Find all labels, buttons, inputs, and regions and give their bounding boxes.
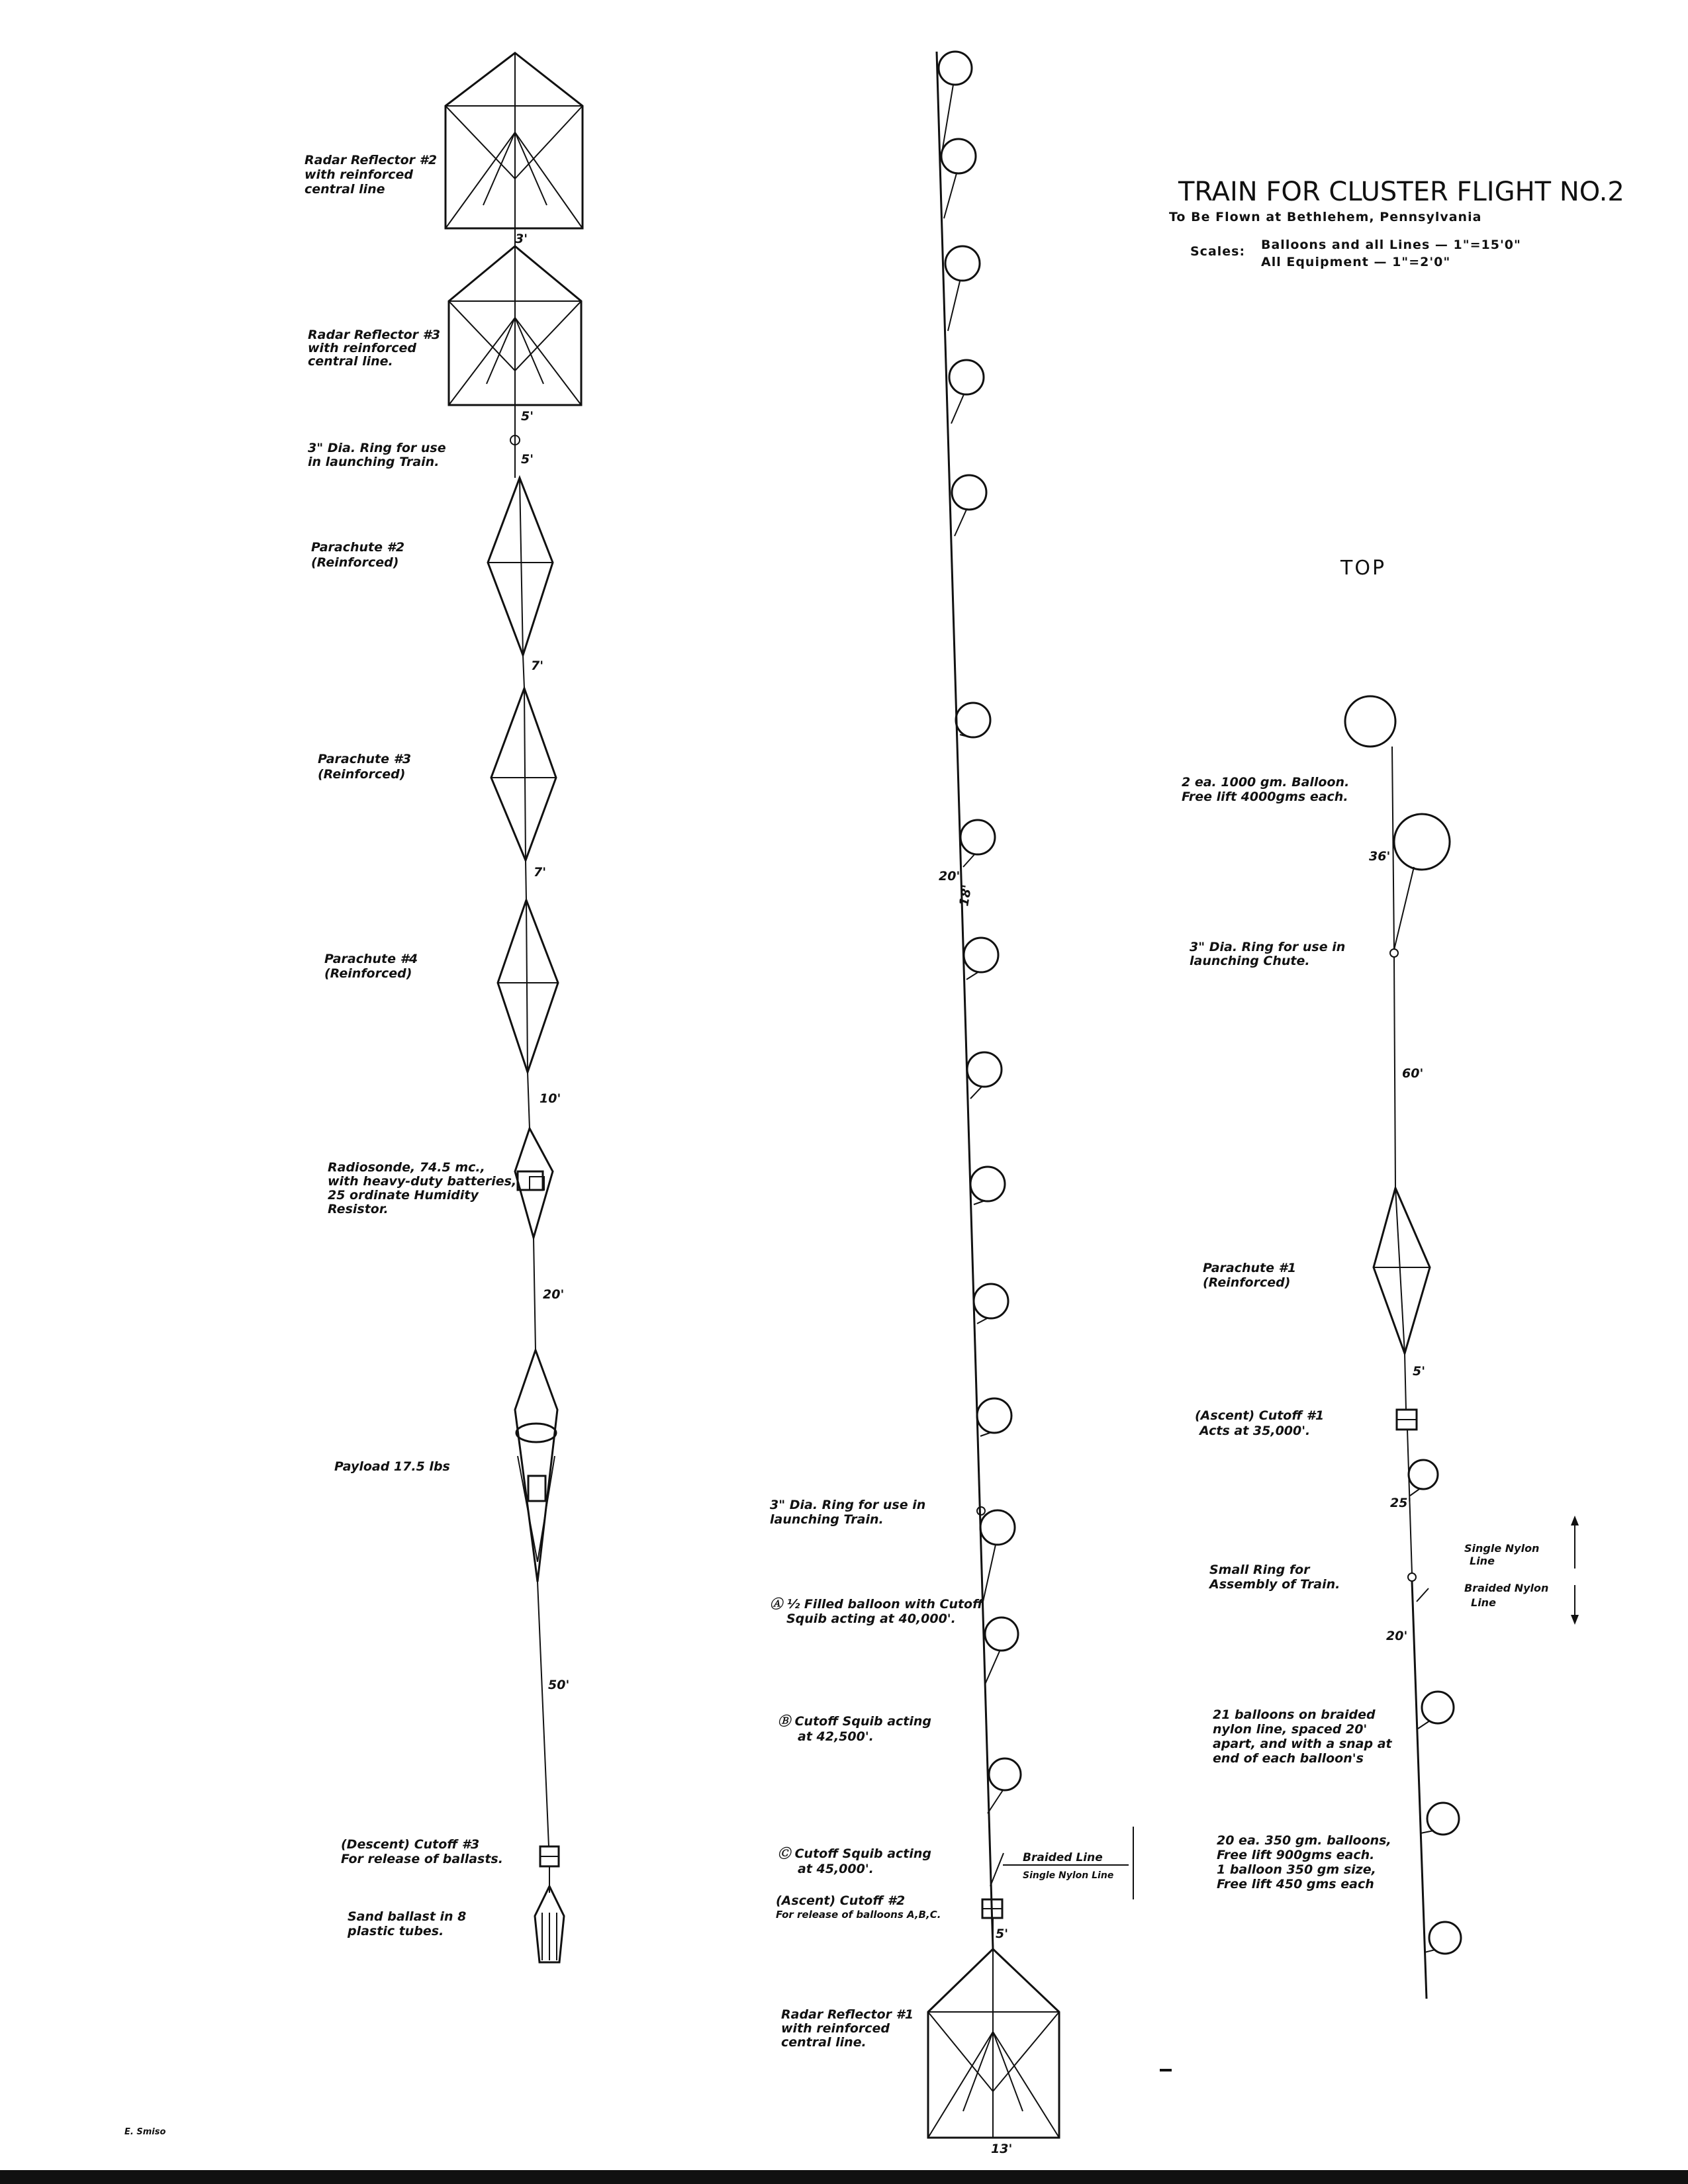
- label-braided-nylon-l2: Line: [1471, 1596, 1496, 1609]
- label-single-nylon-right-l2: Line: [1470, 1555, 1495, 1567]
- right-train: [1182, 696, 1579, 1999]
- label-radar-2-l1: Radar Reflector #2: [305, 153, 438, 167]
- parachute-4: [498, 900, 558, 1072]
- label-ballast-l1: Sand ballast in 8: [348, 1909, 467, 1924]
- dim-5ft-right: 5': [1413, 1364, 1426, 1379]
- label-radar-3-l1: Radar Reflector #3: [308, 328, 441, 342]
- scale-equipment: All Equipment — 1"=2'0": [1261, 255, 1451, 269]
- right-labels: [1182, 775, 1548, 1891]
- balloon: [949, 360, 984, 394]
- label-radiosonde-l2: with heavy-duty batteries,: [328, 1174, 517, 1189]
- radiosonde: [515, 1128, 553, 1238]
- label-parachute-1-l2: (Reinforced): [1203, 1275, 1291, 1290]
- label-radar-3-l2: with reinforced: [308, 341, 417, 355]
- balloon-350g: [1409, 1460, 1438, 1489]
- scale-balloons: Balloons and all Lines — 1"=15'0": [1261, 238, 1521, 252]
- balloon-1000g-b: [1394, 814, 1450, 870]
- label-descent-cutoff-l1: (Descent) Cutoff #3: [341, 1837, 480, 1852]
- draftsman-signature: E. Smiso: [124, 2127, 166, 2137]
- dim-20ft-right: 20': [1386, 1629, 1408, 1643]
- radar-reflector-1: [928, 1949, 1059, 2138]
- label-parachute-2-l2: (Reinforced): [311, 555, 399, 570]
- dim-18ft: 18': [957, 884, 975, 907]
- label-parachute-4-l1: Parachute #4: [324, 952, 418, 966]
- label-ascent-cutoff-2-l2: For release of balloons A,B,C.: [776, 1909, 941, 1921]
- balloon-1000g-a: [1345, 696, 1395, 747]
- balloon-350g: [1427, 1803, 1459, 1835]
- radar-reflector-2: [445, 53, 583, 228]
- label-balloons-20-l1: 20 ea. 350 gm. balloons,: [1217, 1833, 1391, 1848]
- label-balloons-21-l1: 21 balloons on braided: [1213, 1707, 1376, 1722]
- balloon: [956, 703, 990, 737]
- left-labels: [305, 153, 516, 1938]
- payload: [515, 1350, 557, 1582]
- label-payload: Payload 17.5 lbs: [334, 1459, 450, 1474]
- left-train: [305, 53, 583, 1962]
- label-single-nylon-right-l1: Single Nylon: [1464, 1542, 1540, 1555]
- label-note-a-l1: Ⓐ ½ Filled balloon with Cutoff: [770, 1597, 983, 1612]
- parachute-1: [1374, 1188, 1430, 1353]
- label-note-a-l2: Squib acting at 40,000'.: [786, 1612, 956, 1626]
- label-balloon-1000-l2: Free lift 4000gms each.: [1182, 790, 1348, 804]
- label-ascent-cutoff-2-l1: (Ascent) Cutoff #2: [776, 1893, 906, 1908]
- dim-5ft-a: 5': [521, 409, 534, 424]
- dim-5ft-b: 5': [521, 452, 534, 467]
- label-balloons-20-l4: Free lift 450 gms each: [1217, 1877, 1374, 1891]
- dim-10ft: 10': [539, 1091, 561, 1106]
- balloon: [967, 1052, 1002, 1087]
- dim-50ft: 50': [548, 1678, 570, 1692]
- balloon-a: [985, 1617, 1018, 1651]
- balloon: [980, 1510, 1015, 1545]
- scales-label: Scales:: [1190, 244, 1246, 259]
- balloon-b: [989, 1758, 1021, 1790]
- parachute-3: [491, 688, 556, 860]
- label-ring-l1: 3" Dia. Ring for use: [308, 441, 446, 455]
- label-parachute-3-l2: (Reinforced): [318, 767, 406, 782]
- balloon: [941, 139, 976, 173]
- ascent-cutoff-1: [1397, 1410, 1417, 1430]
- label-radiosonde-l3: 25 ordinate Humidity: [328, 1188, 479, 1203]
- label-mid-ring-l2: launching Train.: [770, 1512, 884, 1527]
- balloon-350g: [1429, 1922, 1461, 1954]
- label-radar-1-l2: with reinforced: [781, 2021, 890, 2036]
- middle-labels: [770, 1498, 984, 2050]
- label-ballast-l2: plastic tubes.: [348, 1924, 444, 1938]
- diagram-subtitle: To Be Flown at Bethlehem, Pennsylvania: [1169, 210, 1482, 224]
- label-single-nylon: Single Nylon Line: [1023, 1870, 1114, 1881]
- label-braided-line: Braided Line: [1023, 1851, 1103, 1864]
- label-ascent-cutoff-1-l2: Acts at 35,000'.: [1199, 1424, 1311, 1438]
- label-balloons-21-l4: end of each balloon's: [1213, 1751, 1364, 1766]
- label-radar-2-l3: central line: [305, 182, 385, 197]
- label-ring-l2: in launching Train.: [308, 455, 440, 469]
- dim-7ft-b: 7': [534, 865, 547, 880]
- sand-ballast: [535, 1866, 564, 1962]
- balloon: [961, 820, 995, 854]
- label-mid-ring-l1: 3" Dia. Ring for use in: [770, 1498, 926, 1512]
- title-block: [1169, 177, 1624, 269]
- label-ascent-cutoff-1-l1: (Ascent) Cutoff #1: [1195, 1408, 1325, 1423]
- balloon-350g: [1422, 1692, 1454, 1723]
- label-descent-cutoff-l2: For release of ballasts.: [341, 1852, 503, 1866]
- label-radar-3-l3: central line.: [308, 354, 393, 369]
- descent-cutoff-3: [540, 1846, 559, 1866]
- balloon: [952, 475, 986, 510]
- dim-5ft-middle: 5': [996, 1927, 1009, 1941]
- dim-60ft: 60': [1402, 1066, 1424, 1081]
- dim-36ft: 36': [1369, 849, 1391, 864]
- launch-ring-middle: [977, 1507, 985, 1515]
- label-right-ring-l2: launching Chute.: [1190, 954, 1310, 968]
- label-balloons-21-l2: nylon line, spaced 20': [1213, 1722, 1368, 1737]
- parachute-2: [488, 478, 553, 655]
- dim-20ft-spacing: 20': [939, 869, 961, 884]
- label-note-c-l1: Ⓒ Cutoff Squib acting: [778, 1846, 931, 1861]
- label-small-ring-l2: Assembly of Train.: [1209, 1577, 1340, 1592]
- label-parachute-4-l2: (Reinforced): [324, 966, 412, 981]
- label-radar-2-l2: with reinforced: [305, 167, 414, 182]
- balloon: [977, 1398, 1011, 1433]
- balloon: [970, 1167, 1005, 1201]
- stray-mark: [1160, 2069, 1172, 2071]
- label-parachute-1-l1: Parachute #1: [1203, 1261, 1297, 1275]
- middle-train: [770, 52, 1133, 2156]
- dim-25ft: 25': [1390, 1496, 1412, 1510]
- label-note-b-l1: Ⓑ Cutoff Squib acting: [778, 1714, 931, 1729]
- label-parachute-3-l1: Parachute #3: [318, 752, 412, 766]
- label-right-ring-l1: 3" Dia. Ring for use in: [1190, 940, 1346, 954]
- small-assembly-ring: [1408, 1573, 1416, 1581]
- balloon: [974, 1284, 1008, 1318]
- dim-3ft: 3': [515, 232, 528, 246]
- label-balloons-20-l3: 1 balloon 350 gm size,: [1217, 1862, 1376, 1877]
- label-radar-1-l1: Radar Reflector #1: [781, 2007, 914, 2022]
- label-parachute-2-l1: Parachute #2: [311, 540, 405, 555]
- scan-border: [0, 2170, 1688, 2184]
- label-note-b-l2: at 42,500'.: [798, 1729, 874, 1744]
- label-balloon-1000-l1: 2 ea. 1000 gm. Balloon.: [1182, 775, 1350, 790]
- top-label: TOP: [1340, 557, 1387, 580]
- dim-7ft-a: 7': [531, 659, 544, 673]
- diagram-title: TRAIN FOR CLUSTER FLIGHT NO.2: [1178, 177, 1624, 207]
- label-small-ring-l1: Small Ring for: [1209, 1563, 1310, 1577]
- label-radiosonde-l4: Resistor.: [328, 1202, 389, 1216]
- label-balloons-21-l3: apart, and with a snap at: [1213, 1737, 1392, 1751]
- radar-reflector-3: [449, 246, 581, 405]
- balloon: [945, 246, 980, 281]
- dim-20ft: 20': [543, 1287, 565, 1302]
- label-radiosonde-l1: Radiosonde, 74.5 mc.,: [328, 1160, 485, 1175]
- label-balloons-20-l2: Free lift 900gms each.: [1217, 1848, 1375, 1862]
- launch-ring-right: [1390, 949, 1398, 957]
- label-note-c-l2: at 45,000'.: [798, 1862, 874, 1876]
- balloon: [964, 938, 998, 972]
- dim-13ft: 13': [991, 2142, 1013, 2156]
- label-radar-1-l3: central line.: [781, 2035, 867, 2050]
- balloon: [939, 52, 972, 85]
- line-type-arrows: [1571, 1516, 1579, 1625]
- label-braided-nylon-l1: Braided Nylon: [1464, 1582, 1549, 1594]
